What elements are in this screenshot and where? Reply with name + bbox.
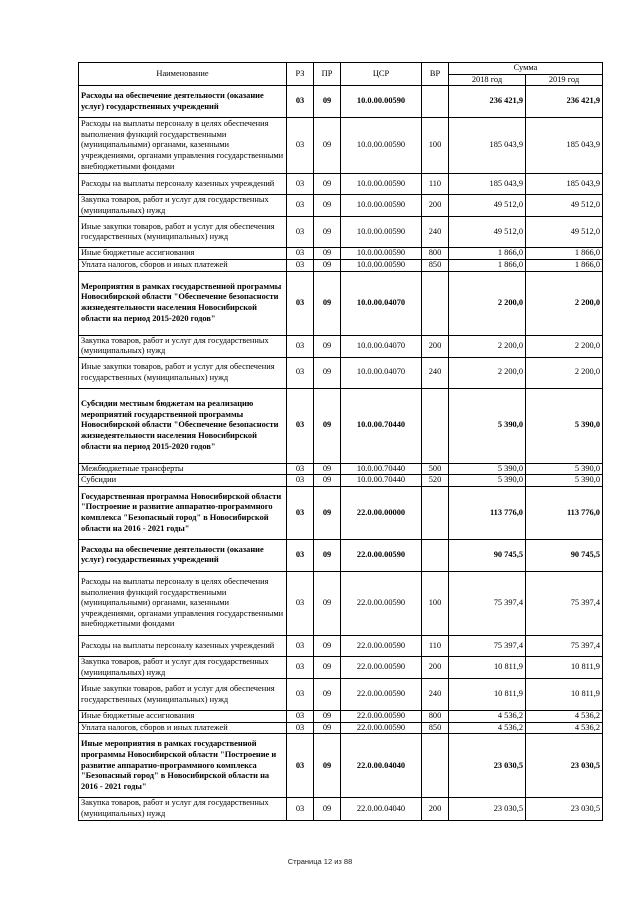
- row-csr: 10.0.00.00590: [341, 217, 422, 248]
- row-sum-2018: 5 390,0: [449, 463, 526, 475]
- row-csr: 10.0.00.04070: [341, 335, 422, 357]
- row-pr: 09: [314, 475, 341, 487]
- row-sum-2018: 236 421,9: [449, 86, 526, 118]
- row-sum-2019: 5 390,0: [526, 463, 603, 475]
- row-sum-2018: 10 811,9: [449, 679, 526, 711]
- row-rz: 03: [287, 118, 314, 174]
- row-pr: 09: [314, 679, 341, 711]
- row-rz: 03: [287, 86, 314, 118]
- row-pr: 09: [314, 711, 341, 723]
- row-csr: 10.0.00.00590: [341, 174, 422, 195]
- row-vr: [422, 734, 449, 798]
- row-sum-2019: 23 030,5: [526, 734, 603, 798]
- header-pr: ПР: [314, 63, 341, 86]
- row-sum-2018: 113 776,0: [449, 486, 526, 539]
- row-rz: 03: [287, 357, 314, 388]
- table-row: [79, 259, 603, 271]
- row-sum-2018: 185 043,9: [449, 118, 526, 174]
- page-footer: Страница 12 из 88: [287, 857, 353, 866]
- row-vr: 800: [422, 711, 449, 723]
- header-year-2019: 2019 год: [526, 74, 603, 86]
- row-csr: 22.0.00.00590: [341, 635, 422, 656]
- row-name: Расходы на выплаты персоналу казенных учреждений: [79, 174, 287, 195]
- row-pr: 09: [314, 463, 341, 475]
- header-rz: РЗ: [287, 63, 314, 86]
- row-sum-2018: 4 536,2: [449, 711, 526, 723]
- row-csr: 10.0.00.04070: [341, 357, 422, 388]
- row-csr: 10.0.00.70440: [341, 463, 422, 475]
- row-rz: 03: [287, 679, 314, 711]
- table-row: [79, 656, 603, 678]
- row-pr: 09: [314, 271, 341, 335]
- table-row: [79, 679, 603, 711]
- row-sum-2018: 23 030,5: [449, 734, 526, 798]
- row-vr: [422, 486, 449, 539]
- row-csr: 10.0.00.70440: [341, 388, 422, 463]
- row-sum-2019: 75 397,4: [526, 571, 603, 635]
- row-pr: 09: [314, 571, 341, 635]
- row-vr: [422, 539, 449, 571]
- row-vr: [422, 388, 449, 463]
- table-row: [79, 86, 603, 118]
- row-sum-2018: 185 043,9: [449, 174, 526, 195]
- row-sum-2019: 10 811,9: [526, 679, 603, 711]
- row-csr: 22.0.00.00590: [341, 571, 422, 635]
- row-vr: 240: [422, 217, 449, 248]
- table-row: [79, 635, 603, 656]
- header-name: Наименование: [79, 63, 287, 86]
- row-rz: 03: [287, 174, 314, 195]
- row-rz: 03: [287, 486, 314, 539]
- row-rz: 03: [287, 463, 314, 475]
- header-sum: Сумма: [449, 63, 603, 75]
- row-pr: 09: [314, 388, 341, 463]
- row-vr: 500: [422, 463, 449, 475]
- row-sum-2018: 49 512,0: [449, 217, 526, 248]
- row-sum-2019: 236 421,9: [526, 86, 603, 118]
- row-sum-2018: 2 200,0: [449, 357, 526, 388]
- row-pr: 09: [314, 86, 341, 118]
- row-csr: 22.0.00.00590: [341, 722, 422, 734]
- row-sum-2019: 49 512,0: [526, 195, 603, 217]
- row-pr: 09: [314, 335, 341, 357]
- table-row: [79, 388, 603, 463]
- header-year-2018: 2018 год: [449, 74, 526, 86]
- table-body: [79, 86, 603, 820]
- table-row: [79, 475, 603, 487]
- row-name: Закупка товаров, работ и услуг для государственных (муниципальных) нужд: [79, 798, 287, 820]
- row-name: Иные бюджетные ассигнования: [79, 248, 287, 260]
- row-sum-2019: 185 043,9: [526, 174, 603, 195]
- row-sum-2019: 5 390,0: [526, 388, 603, 463]
- row-pr: 09: [314, 656, 341, 678]
- row-name: Иные мероприятия в рамках государственной программы Новосибирской области "Построение и развитие аппаратно-программного комплекса "Безопасный город" в Новосибирской области на 2016 - 2021 годы": [79, 734, 287, 798]
- row-sum-2018: 49 512,0: [449, 195, 526, 217]
- row-rz: 03: [287, 248, 314, 260]
- row-sum-2018: 5 390,0: [449, 475, 526, 487]
- row-vr: 800: [422, 248, 449, 260]
- row-csr: 22.0.00.00590: [341, 711, 422, 723]
- row-rz: 03: [287, 798, 314, 820]
- table-row: [79, 195, 603, 217]
- table-row: [79, 463, 603, 475]
- row-vr: 200: [422, 656, 449, 678]
- row-name: Уплата налогов, сборов и иных платежей: [79, 259, 287, 271]
- row-pr: 09: [314, 539, 341, 571]
- row-csr: 10.0.00.00590: [341, 118, 422, 174]
- row-sum-2018: 75 397,4: [449, 635, 526, 656]
- table-row: [79, 734, 603, 798]
- row-rz: 03: [287, 734, 314, 798]
- row-pr: 09: [314, 734, 341, 798]
- row-rz: 03: [287, 475, 314, 487]
- row-name: Расходы на обеспечение деятельности (оказание услуг) государственных учреждений: [79, 86, 287, 118]
- table-row: [79, 711, 603, 723]
- header-vr: ВР: [422, 63, 449, 86]
- row-vr: 110: [422, 174, 449, 195]
- row-csr: 10.0.00.00590: [341, 86, 422, 118]
- row-csr: 10.0.00.00590: [341, 248, 422, 260]
- budget-table: [78, 62, 603, 821]
- row-name: Расходы на выплаты персоналу казенных учреждений: [79, 635, 287, 656]
- row-csr: 22.0.00.00590: [341, 656, 422, 678]
- row-sum-2019: 185 043,9: [526, 118, 603, 174]
- row-sum-2019: 90 745,5: [526, 539, 603, 571]
- row-sum-2019: 49 512,0: [526, 217, 603, 248]
- row-name: Субсидии местным бюджетам на реализацию мероприятий государственной программы Новосибирской области "Обеспечение безопасности жизнедеятельности населения Новосибирской области на период 2015-2020 годов": [79, 388, 287, 463]
- row-csr: 22.0.00.04040: [341, 734, 422, 798]
- row-csr: 10.0.00.00590: [341, 195, 422, 217]
- table-row: [79, 798, 603, 820]
- table-row: [79, 271, 603, 335]
- row-vr: 850: [422, 259, 449, 271]
- row-vr: 200: [422, 798, 449, 820]
- row-csr: 10.0.00.00590: [341, 259, 422, 271]
- row-name: Расходы на обеспечение деятельности (оказание услуг) государственных учреждений: [79, 539, 287, 571]
- row-rz: 03: [287, 711, 314, 723]
- table-row: [79, 486, 603, 539]
- row-rz: 03: [287, 571, 314, 635]
- row-pr: 09: [314, 486, 341, 539]
- row-name: Субсидии: [79, 475, 287, 487]
- row-name: Государственная программа Новосибирской области "Построение и развитие аппаратно-программного комплекса "Безопасный город" в Новосибирской области на 2016 - 2021 годы": [79, 486, 287, 539]
- row-name: Уплата налогов, сборов и иных платежей: [79, 722, 287, 734]
- row-pr: 09: [314, 195, 341, 217]
- row-rz: 03: [287, 722, 314, 734]
- row-name: Расходы на выплаты персоналу в целях обеспечения выполнения функций государственными (муниципальными) органами, казенными учреждениями, органами управления государственными внебюджетными фондами: [79, 118, 287, 174]
- row-pr: 09: [314, 118, 341, 174]
- table-row: [79, 118, 603, 174]
- row-sum-2018: 10 811,9: [449, 656, 526, 678]
- row-vr: 110: [422, 635, 449, 656]
- row-sum-2019: 113 776,0: [526, 486, 603, 539]
- row-sum-2019: 23 030,5: [526, 798, 603, 820]
- table-row: [79, 357, 603, 388]
- row-pr: 09: [314, 722, 341, 734]
- row-vr: 520: [422, 475, 449, 487]
- table-row: [79, 539, 603, 571]
- row-sum-2018: 4 536,2: [449, 722, 526, 734]
- row-rz: 03: [287, 539, 314, 571]
- row-name: Закупка товаров, работ и услуг для государственных (муниципальных) нужд: [79, 656, 287, 678]
- row-name: Иные закупки товаров, работ и услуг для обеспечения государственных (муниципальных) нужд: [79, 679, 287, 711]
- row-vr: 850: [422, 722, 449, 734]
- row-sum-2018: 1 866,0: [449, 259, 526, 271]
- row-sum-2019: 10 811,9: [526, 656, 603, 678]
- row-vr: [422, 86, 449, 118]
- row-csr: 22.0.00.04040: [341, 798, 422, 820]
- row-sum-2018: 23 030,5: [449, 798, 526, 820]
- row-rz: 03: [287, 259, 314, 271]
- row-csr: 10.0.00.04070: [341, 271, 422, 335]
- row-rz: 03: [287, 656, 314, 678]
- row-csr: 22.0.00.00000: [341, 486, 422, 539]
- row-rz: 03: [287, 195, 314, 217]
- row-pr: 09: [314, 174, 341, 195]
- row-rz: 03: [287, 335, 314, 357]
- row-rz: 03: [287, 388, 314, 463]
- row-pr: 09: [314, 357, 341, 388]
- row-sum-2019: 75 397,4: [526, 635, 603, 656]
- row-name: Иные закупки товаров, работ и услуг для обеспечения государственных (муниципальных) нужд: [79, 217, 287, 248]
- row-name: Иные закупки товаров, работ и услуг для обеспечения государственных (муниципальных) нужд: [79, 357, 287, 388]
- table-row: [79, 335, 603, 357]
- row-sum-2018: 75 397,4: [449, 571, 526, 635]
- row-sum-2018: 2 200,0: [449, 335, 526, 357]
- table-row: [79, 571, 603, 635]
- row-rz: 03: [287, 635, 314, 656]
- row-name: Закупка товаров, работ и услуг для государственных (муниципальных) нужд: [79, 195, 287, 217]
- row-pr: 09: [314, 259, 341, 271]
- row-sum-2019: 5 390,0: [526, 475, 603, 487]
- row-vr: [422, 271, 449, 335]
- row-name: Расходы на выплаты персоналу в целях обеспечения выполнения функций государственными (муниципальными) органами, казенными учреждениями, органами управления государственными внебюджетными фондами: [79, 571, 287, 635]
- row-sum-2019: 2 200,0: [526, 335, 603, 357]
- row-pr: 09: [314, 635, 341, 656]
- row-sum-2019: 2 200,0: [526, 357, 603, 388]
- row-vr: 240: [422, 357, 449, 388]
- row-vr: 100: [422, 118, 449, 174]
- row-sum-2018: 2 200,0: [449, 271, 526, 335]
- row-name: Закупка товаров, работ и услуг для государственных (муниципальных) нужд: [79, 335, 287, 357]
- row-sum-2019: 2 200,0: [526, 271, 603, 335]
- row-csr: 22.0.00.00590: [341, 539, 422, 571]
- row-sum-2019: 1 866,0: [526, 248, 603, 260]
- row-csr: 10.0.00.70440: [341, 475, 422, 487]
- row-vr: 200: [422, 195, 449, 217]
- row-rz: 03: [287, 217, 314, 248]
- table-row: [79, 174, 603, 195]
- table-row: [79, 248, 603, 260]
- row-pr: 09: [314, 217, 341, 248]
- table-row: [79, 217, 603, 248]
- row-rz: 03: [287, 271, 314, 335]
- row-sum-2019: 4 536,2: [526, 722, 603, 734]
- row-vr: 240: [422, 679, 449, 711]
- row-sum-2018: 90 745,5: [449, 539, 526, 571]
- row-name: Межбюджетные трансферты: [79, 463, 287, 475]
- row-name: Иные бюджетные ассигнования: [79, 711, 287, 723]
- row-sum-2019: 4 536,2: [526, 711, 603, 723]
- row-name: Мероприятия в рамках государственной программы Новосибирской области "Обеспечение безопасности жизнедеятельности населения Новосибирской области на период 2015-2020 годов": [79, 271, 287, 335]
- row-vr: 200: [422, 335, 449, 357]
- row-sum-2018: 5 390,0: [449, 388, 526, 463]
- row-pr: 09: [314, 248, 341, 260]
- row-vr: 100: [422, 571, 449, 635]
- header-csr: ЦСР: [341, 63, 422, 86]
- row-csr: 22.0.00.00590: [341, 679, 422, 711]
- table-row: [79, 722, 603, 734]
- row-pr: 09: [314, 798, 341, 820]
- row-sum-2018: 1 866,0: [449, 248, 526, 260]
- row-sum-2019: 1 866,0: [526, 259, 603, 271]
